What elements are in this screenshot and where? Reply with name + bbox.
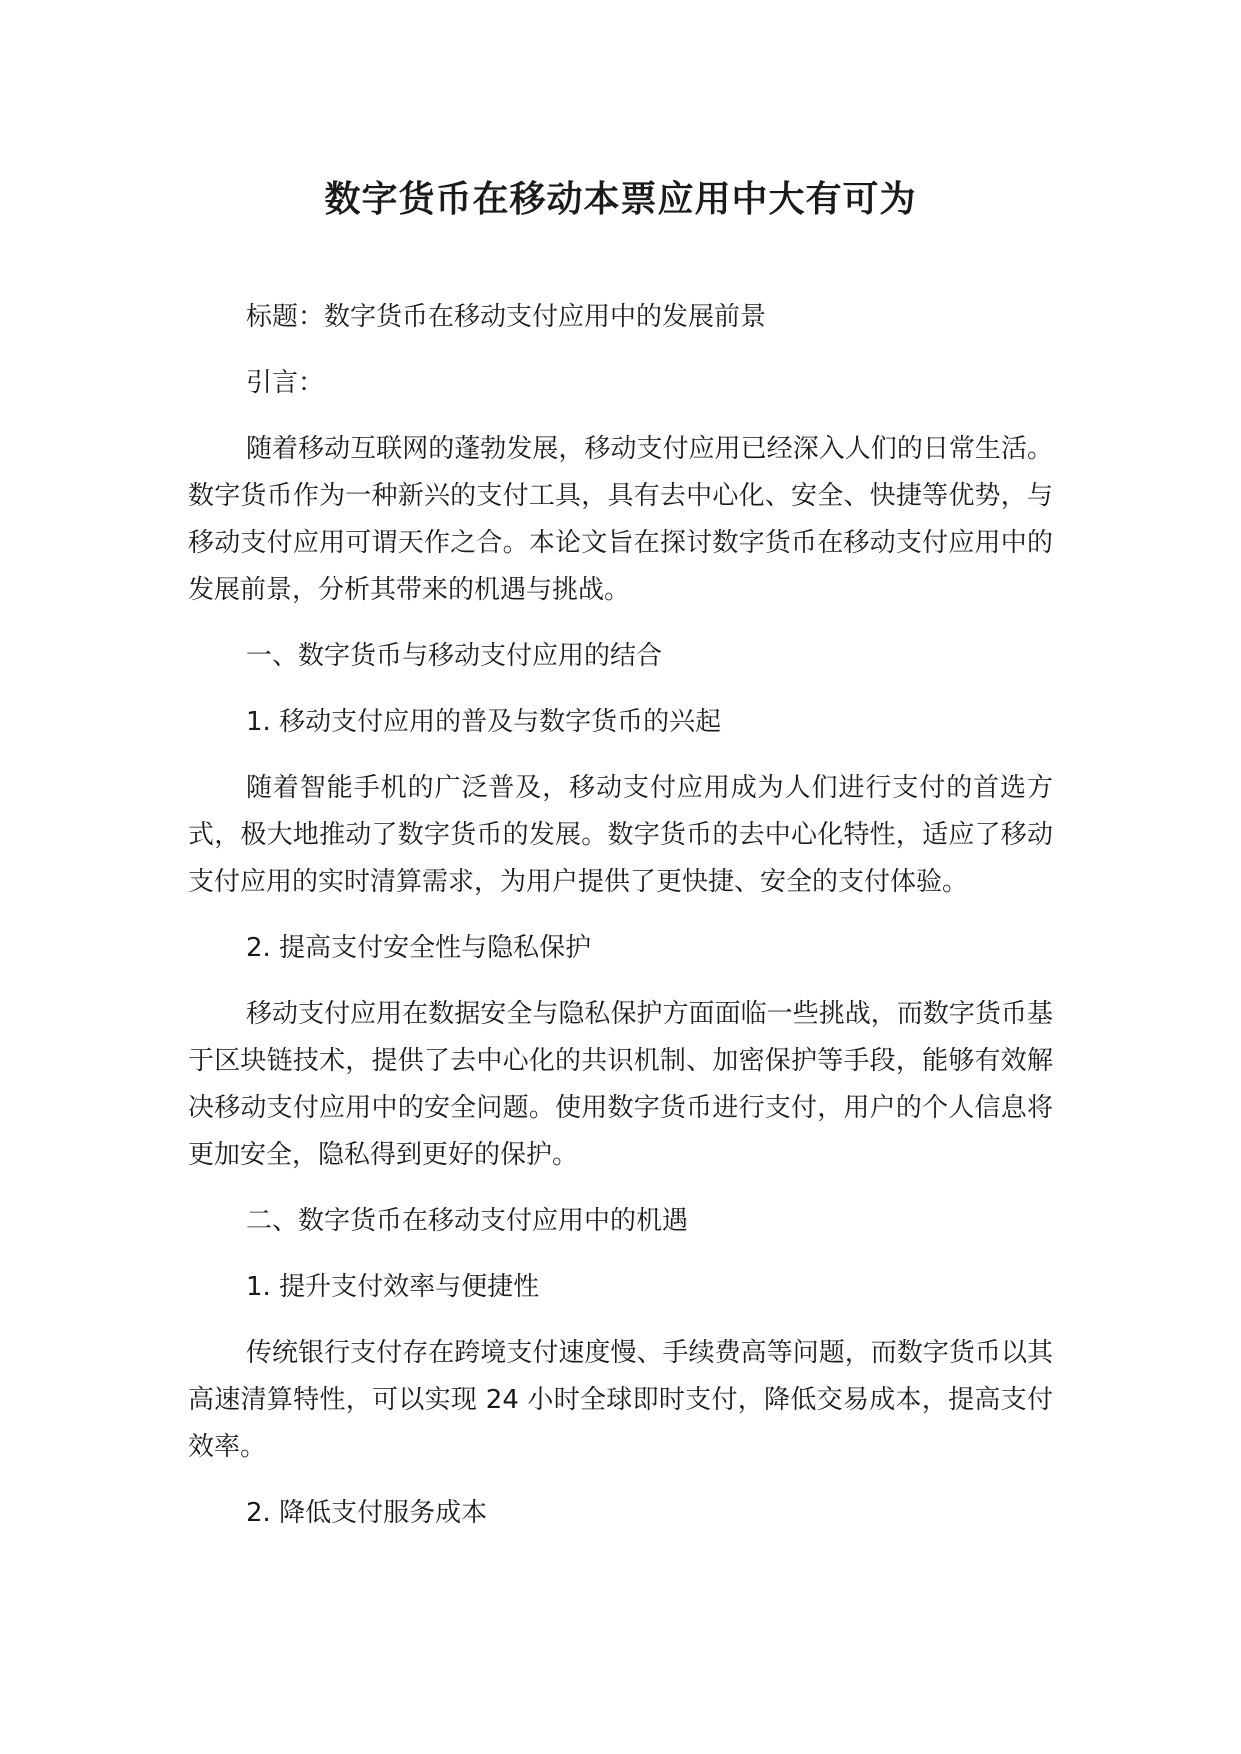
document-body xyxy=(188,294,1053,1537)
intro-paragraph: 随着移动互联网的蓬勃发展，移动支付应用已经深入人们的日常生活。数字货币作为一种新兴的支付工具，具有去中心化、安全、快捷等优势，与移动支付应用可谓天作之合。本论文旨在探讨数字货币在移动支付应用中的发展前景，分析其带来的机遇与挑战。 xyxy=(188,434,1053,605)
section-heading-1: 一、数字货币与移动支付应用的结合 xyxy=(246,641,663,671)
body-paragraph-1-1: 随着智能手机的广泛普及，移动支付应用成为人们进行支付的首选方式，极大地推动了数字货币的发展。数字货币的去中心化特性，适应了移动支付应用的实时清算需求，为用户提供了更快捷、安全的支付体验。 xyxy=(188,773,1053,897)
subsection-heading-2-1: 1. 提升支付效率与便捷性 xyxy=(246,1272,540,1302)
subtitle-line: 标题：数字货币在移动支付应用中的发展前景 xyxy=(246,302,767,332)
subsection-heading-1-1: 1. 移动支付应用的普及与数字货币的兴起 xyxy=(246,707,722,737)
subsection-heading-1-2: 2. 提高支付安全性与隐私保护 xyxy=(246,933,592,963)
subsection-heading-2-2: 2. 降低支付服务成本 xyxy=(246,1498,488,1528)
section-heading-2: 二、数字货币在移动支付应用中的机遇 xyxy=(246,1206,689,1236)
body-paragraph-2-1: 传统银行支付存在跨境支付速度慢、手续费高等问题，而数字货币以其高速清算特性，可以实现 24 小时全球即时支付，降低交易成本，提高支付效率。 xyxy=(188,1338,1053,1462)
document-title: 数字货币在移动本票应用中大有可为 xyxy=(324,179,917,220)
body-paragraph-1-2: 移动支付应用在数据安全与隐私保护方面面临一些挑战，而数字货币基于区块链技术，提供了去中心化的共识机制、加密保护等手段，能够有效解决移动支付应用中的安全问题。使用数字货币进行支付，用户的个人信息将更加安全，隐私得到更好的保护。 xyxy=(188,999,1053,1170)
intro-heading: 引言： xyxy=(246,368,325,398)
